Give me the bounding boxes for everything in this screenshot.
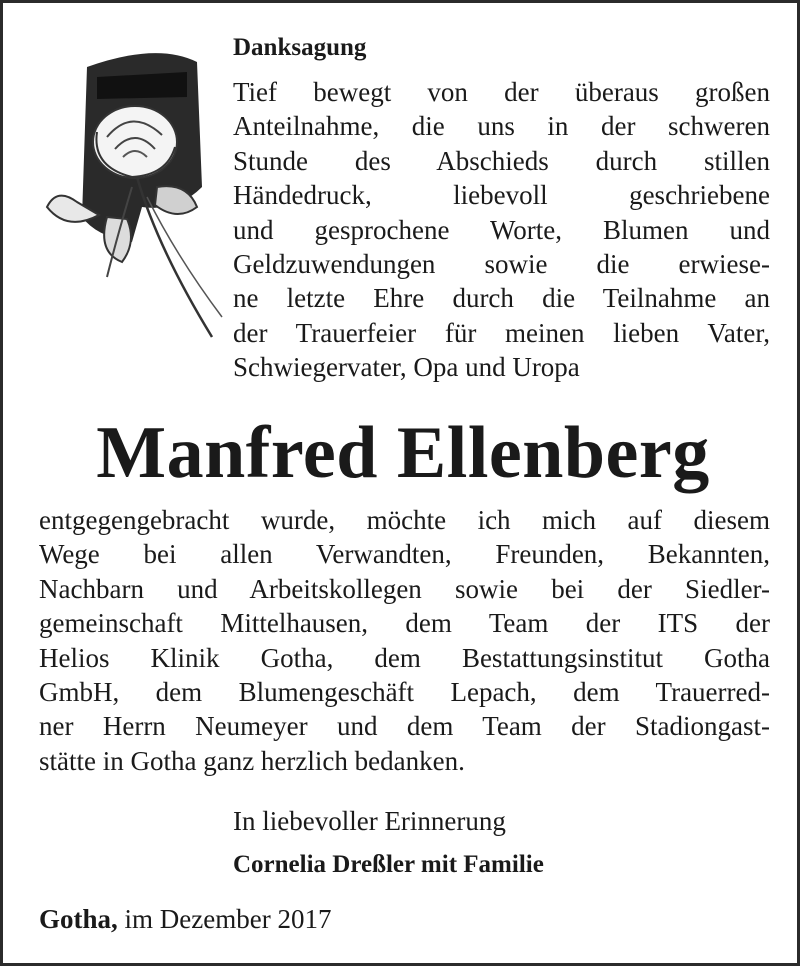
intro-line: Stunde des Abschieds durch stillen (233, 145, 770, 176)
thanks-line: ner Herrn Neumeyer und dem Team der Stadiongast- (39, 711, 770, 742)
intro-line: Händedruck, liebevoll geschriebene (233, 180, 770, 211)
notice-heading: Danksagung (233, 34, 367, 61)
thanks-line: Wege bei allen Verwandten, Freunden, Bekannten, (39, 539, 770, 570)
deceased-name: Manfred Ellenberg (96, 412, 710, 494)
intro-line: Geldzuwendungen sowie die erwiese- (233, 249, 770, 280)
intro-line: ne letzte Ehre durch die Teilnahme an (233, 283, 770, 314)
intro-line: der Trauerfeier für meinen lieben Vater, (233, 317, 770, 348)
intro-section (233, 31, 770, 385)
thanks-line: GmbH, dem Blumengeschäft Lepach, dem Trauerred- (39, 677, 770, 708)
place-date (39, 901, 331, 937)
place-text: Gotha, (39, 904, 118, 934)
thanks-line: entgegengebracht wurde, möchte ich mich auf diesem (39, 505, 770, 535)
signature-block (233, 803, 544, 883)
date-text: im Dezember 2017 (124, 904, 332, 934)
rose-illustration-icon (37, 37, 227, 347)
intro-line: Anteilnahme, die uns in der schweren (233, 111, 770, 142)
intro-line: Schwiegervater, Opa und Uropa (233, 352, 580, 383)
closing-text: In liebevoller Erinnerung (233, 806, 506, 836)
intro-line: Tief bewegt von der überaus großen (233, 77, 770, 107)
thanks-line: stätte in Gotha ganz herzlich bedanken. (39, 745, 465, 776)
intro-line: und gesprochene Worte, Blumen und (233, 214, 770, 245)
thanks-section (39, 503, 770, 778)
signature-name: Cornelia Dreßler mit Familie (233, 851, 544, 878)
intro-paragraph (233, 75, 770, 385)
thanks-line: Nachbarn und Arbeitskollegen sowie bei der Siedler- (39, 573, 770, 604)
thanks-line: Helios Klinik Gotha, dem Bestattungsinstitut Gotha (39, 642, 770, 673)
thanks-line: gemeinschaft Mittelhausen, dem Team der ITS der (39, 608, 770, 639)
thanks-paragraph (39, 503, 770, 778)
